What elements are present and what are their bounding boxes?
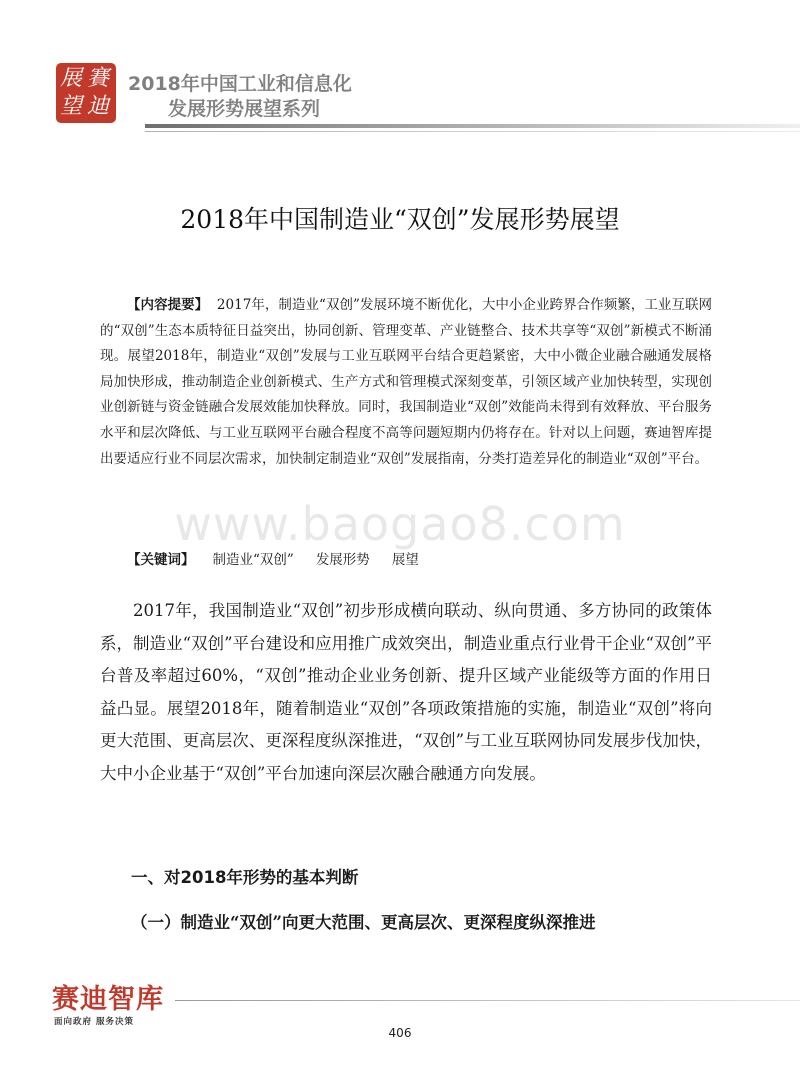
keyword-item: 展望: [391, 552, 419, 568]
keyword-item: 制造业“双创”: [212, 552, 294, 568]
header-divider: [145, 124, 800, 128]
header-divider-thin: [145, 131, 800, 132]
seal-logo: [56, 63, 116, 123]
abstract-label: 【内容提要】: [127, 297, 209, 313]
keyword-item: 发展形势: [315, 552, 370, 568]
abstract-text: 2017年，制造业“双创”发展环境不断优化，大中小企业跨界合作频繁，工业互联网的“双创”生态本质特征日益突出，协同创新、管理变革、产业链整合、技术共享等“双创”新模式不断涌现。展望2018年，制造业“双创”发展与工业互联网平台结合更趋紧密，大中小微企业融合融通发展格局加快形成，推动制造企业创新模式、生产方式和管理模式深刻变革，引领区域产业加快转型，实现创业创新链与资金链融合发展效能加快释放。同时，我国制造业“双创”效能尚未得到有效释放、平台服务水平和层次降低、与工业互联网平台融合程度不高等问题短期内仍将存在。针对以上问题，赛迪智库提出要适应行业不同层次需求，加快制定制造业“双创”发展指南，分类打造差异化的制造业“双创”平台。: [100, 297, 712, 467]
section-heading: 一、对2018年形势的基本判断: [131, 868, 359, 887]
subsection-heading: （一）制造业“双创”向更大范围、更高层次、更深程度纵深推进: [131, 913, 596, 932]
keywords-label: 【关键词】: [127, 552, 195, 568]
series-title-line-1: 2018年中国工业和信息化: [128, 73, 352, 95]
footer-logo: 赛迪智库: [52, 984, 164, 1015]
footer-tagline: 面向政府 服务决策: [54, 1017, 134, 1027]
footer-divider: [175, 1000, 800, 1001]
abstract: [100, 293, 712, 472]
seal-char: 賽: [87, 66, 110, 91]
page-title: 2018年中国制造业“双创”发展形势展望: [180, 205, 620, 234]
watermark: www.baogao8.com: [174, 497, 626, 551]
keywords: [100, 547, 712, 573]
seal-char: 望: [60, 94, 83, 119]
page-number: 406: [388, 1026, 412, 1040]
body-paragraph: 2017年，我国制造业“双创”初步形成横向联动、纵向贯通、多方协同的政策体系，制造业“双创”平台建设和应用推广成效突出，制造业重点行业骨干企业“双创”平台普及率超过60%，“双创”推动企业业务创新、提升区域产业能级等方面的作用日益凸显。展望2018年，随着制造业“双创”各项政策措施的实施，制造业“双创”将向更大范围、更高层次、更深程度纵深推进，“双创”与工业互联网协同发展步伐加快，大中小企业基于“双创”平台加速向深层次融合融通方向发展。: [100, 601, 712, 783]
series-title-line-2: 发展形势展望系列: [168, 98, 321, 120]
seal-char: 迪: [87, 94, 110, 119]
seal-char: 展: [60, 66, 83, 91]
